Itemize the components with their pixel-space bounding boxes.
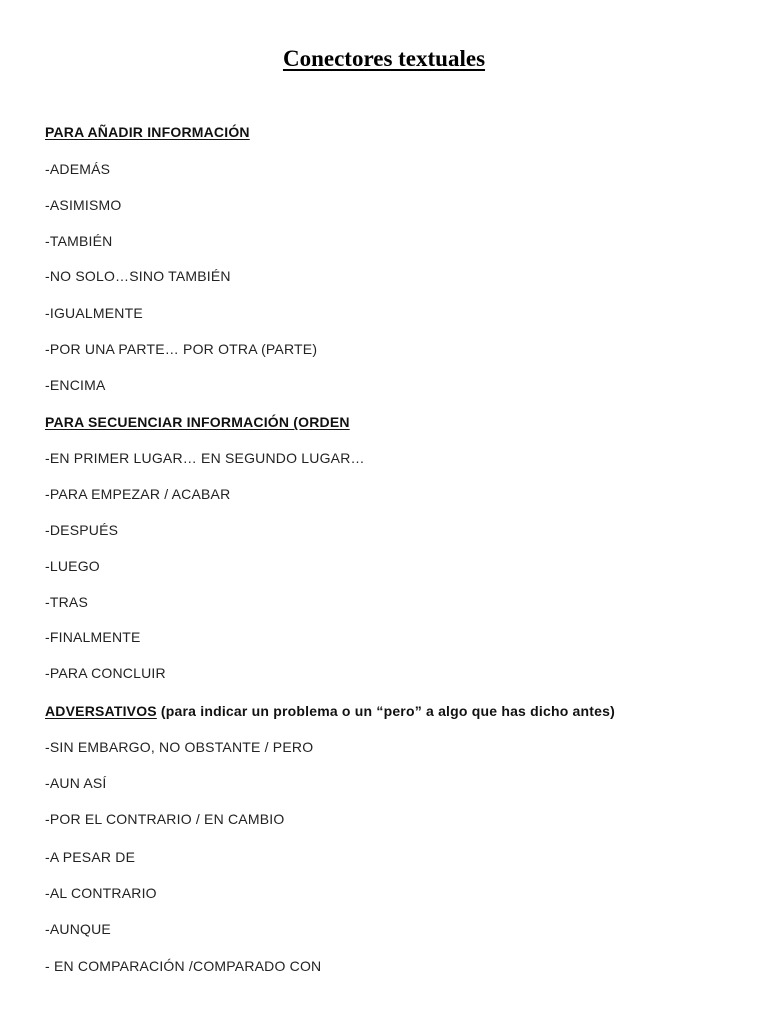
- list-item: -DESPUÉS: [45, 522, 119, 538]
- list-item: -AUN ASÍ: [45, 775, 107, 791]
- list-item: -ASIMISMO: [45, 197, 122, 213]
- list-item: -IGUALMENTE: [45, 305, 143, 321]
- section-heading-add-info: PARA AÑADIR INFORMACIÓN: [45, 124, 250, 140]
- list-item: -PARA EMPEZAR / ACABAR: [45, 486, 231, 502]
- section-heading-adversative-row: [45, 703, 615, 719]
- list-item: -EN PRIMER LUGAR… EN SEGUNDO LUGAR…: [45, 450, 365, 466]
- list-item: -LUEGO: [45, 558, 100, 574]
- list-item: -POR EL CONTRARIO / EN CAMBIO: [45, 811, 285, 827]
- list-item: - EN COMPARACIÓN /COMPARADO CON: [45, 958, 322, 974]
- list-item: -TRAS: [45, 594, 88, 610]
- list-item: -FINALMENTE: [45, 629, 141, 645]
- list-item: -POR UNA PARTE… POR OTRA (PARTE): [45, 341, 318, 357]
- list-item: -NO SOLO…SINO TAMBIÉN: [45, 268, 231, 284]
- list-item: -TAMBIÉN: [45, 233, 113, 249]
- list-item: -SIN EMBARGO, NO OBSTANTE / PERO: [45, 739, 314, 755]
- list-item: -PARA CONCLUIR: [45, 665, 166, 681]
- list-item: -AUNQUE: [45, 921, 111, 937]
- list-item: -A PESAR DE: [45, 849, 136, 865]
- section-heading-sequence-info: PARA SECUENCIAR INFORMACIÓN (ORDEN: [45, 414, 350, 430]
- list-item: -ADEMÁS: [45, 161, 111, 177]
- list-item: -ENCIMA: [45, 377, 106, 393]
- document-title: Conectores textuales: [282, 46, 486, 71]
- section-heading-note: (para indicar un problema o un “pero” a algo que has dicho antes): [156, 703, 615, 719]
- list-item: -AL CONTRARIO: [45, 885, 157, 901]
- section-heading-adversative: ADVERSATIVOS: [45, 703, 157, 719]
